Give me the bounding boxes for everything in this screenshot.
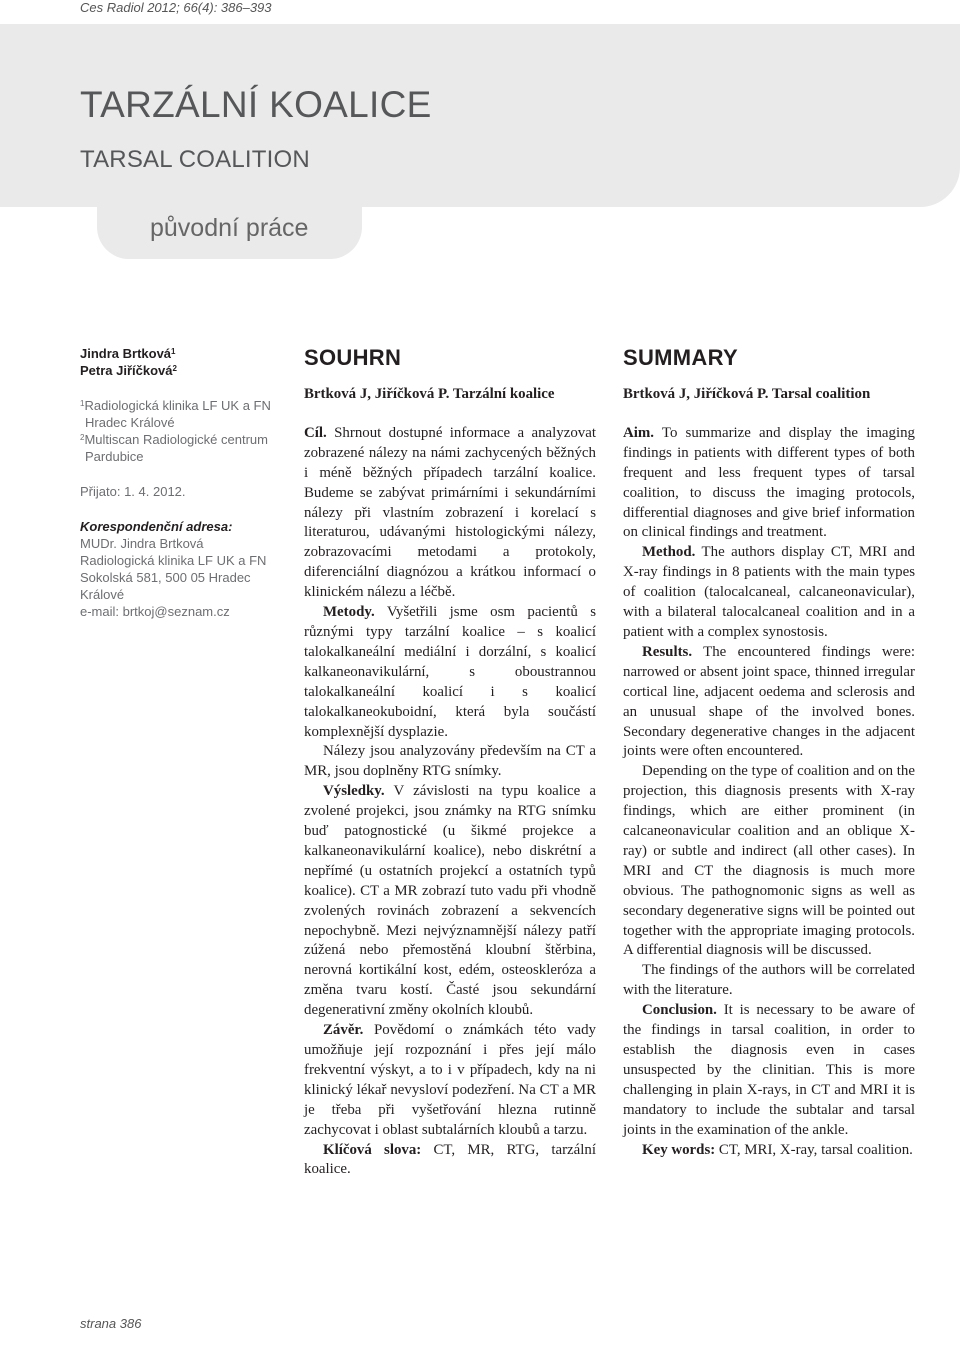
- souhrn-metody-label: Metody.: [323, 604, 375, 621]
- summary-citation: Brtková J, Jiříčková P. Tarsal coalition: [623, 386, 871, 402]
- summary-method-paragraph: [623, 543, 915, 643]
- affiliation-1-marker: 1: [80, 399, 85, 408]
- souhrn-keywords-label: Klíčová slova:: [323, 1141, 422, 1158]
- souhrn-zaver-paragraph: [304, 1021, 596, 1140]
- souhrn-zaver-label: Závěr.: [323, 1022, 364, 1039]
- souhrn-vysledky-paragraph: [304, 782, 596, 1021]
- souhrn-metody-paragraph: [304, 603, 596, 742]
- summary-aim-label: Aim.: [623, 424, 655, 441]
- summary-column: [623, 345, 915, 1160]
- summary-method-label: Method.: [642, 544, 696, 561]
- affiliation-2-marker: 2: [80, 433, 85, 442]
- received-date: Přijato: 1. 4. 2012.: [80, 484, 186, 499]
- summary-results-label: Results.: [642, 643, 693, 660]
- summary-results-text: The encountered findings were: narrowed or absent joint space, thinned irregular cortical line, adjacent oedema and sclerosis and an unusual shape of the involved bones. Secondary degenerative changes in the adjacent joints were often encountered.: [623, 643, 915, 760]
- journal-reference: Ces Radiol 2012; 66(4): 386–393: [80, 0, 272, 15]
- author-sidebar: [80, 345, 280, 620]
- summary-depending-paragraph: Depending on the type of coalition and on the projection, this diagnosis presents with X-ray findings, which are either prominent (in calcaneonavicular coalition and an oblique X-ray) or subtle and indirect (all other cases). In MRI and CT the diagnosis is much more obvious. The pathognomonic signs as well as secondary degenerative signs will be pointed out together with the appropriate imaging protocols. A differential diagnosis will be discussed.: [623, 763, 915, 959]
- souhrn-cil-text: Shrnout dostupné informace a analyzovat zobrazené nálezy na námi zachycených běžných i méně běžných případech tarzální koalice. Budeme se zabývat primárními i sekundárními nálezy při vlastním zobrazení i korelací s literaturou, udávanými histologickými nálezy, zobrazovacími metodami a protokoly, diferenciální diagnózou a krátkou informací o klinickém nálezu a léčbě.: [304, 424, 596, 601]
- souhrn-vysledky-label: Výsledky.: [323, 783, 385, 800]
- souhrn-vysledky-text: V závislosti na typu koalice a zvolené projekci, jsou známky na RTG snímku buď patognostické (u šikmé projekce a kalkaneonavikulární koalice), nebo diskrétní a nepřímé (u ostatních projekcí a ostatních typů koalice). CT a MR zobrazí tuto vadu při vhodně zvolených rovinách zobrazení a sekvencích nepochybně. Mezi nejvýznamnější nálezy patří zúžená nebo přemostěná kloubní štěrbina, nerovná kortikální kost, edém, osteoskleróza a změna tvaru kostí. Časté jsou sekundární degenerativní změny okolních kloubů.: [304, 783, 596, 1019]
- souhrn-nalezy-paragraph: Nálezy jsou analyzovány především na CT a MR, jsou doplněny RTG snímky.: [304, 743, 596, 780]
- souhrn-cil-label: Cíl.: [304, 424, 327, 441]
- souhrn-heading: SOUHRN: [304, 345, 402, 370]
- summary-conclusion-paragraph: [623, 1001, 915, 1140]
- affiliation-2: [80, 431, 280, 465]
- page-number: strana 386: [80, 1316, 142, 1331]
- correspondence-email[interactable]: e-mail: brtkoj@seznam.cz: [80, 604, 230, 619]
- souhrn-column: [304, 345, 596, 1180]
- souhrn-cil-paragraph: [304, 424, 596, 603]
- correspondence-heading: Korespondenční adresa:: [80, 519, 233, 534]
- author-list: [80, 345, 280, 379]
- author-1-affil-marker: 1: [171, 347, 176, 356]
- souhrn-keywords-text: CT, MR, RTG, tarzální koalice.: [304, 1141, 596, 1178]
- summary-results-paragraph: [623, 643, 915, 762]
- summary-keywords-label: Key words:: [642, 1141, 716, 1158]
- article-type-label: původní práce: [150, 214, 309, 242]
- summary-keywords-text: CT, MRI, X-ray, tarsal coalition.: [715, 1141, 913, 1158]
- summary-keywords-paragraph: [623, 1141, 915, 1161]
- summary-conclusion-text: It is necessary to be aware of the findings in tarsal coalition, in order to establish the diagnosis even in cases unsuspected by the clinitian. This is more challenging in plain X-rays, in CT and MRI it is mandatory to include the subtalar and tarsal joints in the examination of the ankle.: [623, 1002, 915, 1138]
- summary-findings-paragraph: The findings of the authors will be correlated with the literature.: [623, 962, 915, 999]
- article-title-english: TARSAL COALITION: [80, 146, 310, 173]
- summary-aim-text: To summarize and display the imaging findings in patients with different types of both frequent and less frequent types of tarsal coalition, to discuss the imaging protocols, differential diagnoses and give brief information on clinical findings and treatment.: [623, 424, 915, 541]
- author-2-affil-marker: 2: [172, 364, 177, 373]
- summary-conclusion-label: Conclusion.: [642, 1002, 717, 1019]
- affiliations: [80, 397, 280, 465]
- souhrn-citation: Brtková J, Jiříčková P. Tarzální koalice: [304, 386, 555, 402]
- summary-heading: SUMMARY: [623, 345, 738, 370]
- summary-method-text: The authors display CT, MRI and X-ray findings in 8 patients with the main types of coalition (talocalcaneal, calcaneonavicular), with a bilateral talocalcaneal coalition and in a patient with a complex synostosis.: [623, 544, 915, 640]
- correspondence-street: Sokolská 581, 500 05 Hradec Králové: [80, 570, 251, 602]
- article-title-czech: TARZÁLNÍ KOALICE: [80, 84, 432, 125]
- correspondence-department: Radiologická klinika LF UK a FN: [80, 553, 267, 568]
- affiliation-1: [80, 397, 280, 431]
- souhrn-metody-text: Vyšetřili jsme osm pacientů s různými typy tarzální koalice – s koalicí talokalkaneální mediální i dorzální, s koalicí kalkaneonavikulární, s oboustrannou talokalkaneální koalicí i s koalicí talokalkaneokuboidní, která byla součástí komplexnější dysplazie.: [304, 604, 596, 740]
- summary-aim-paragraph: [623, 424, 915, 543]
- correspondence-name: MUDr. Jindra Brtková: [80, 536, 204, 551]
- author-1: [80, 345, 280, 362]
- souhrn-keywords-paragraph: [304, 1141, 596, 1181]
- author-2-name: Petra Jiříčková: [80, 363, 173, 378]
- souhrn-zaver-text: Povědomí o známkách této vady umožňuje její rozpoznání i přes její málo frekventní výskyt, a to i v případech, kdy na ni klinický lékař nevysloví podezření. Na CT a MR je třeba při vyšetřování hlezna rutinně zachycovat i oblast subtalárních kloubů a tarzu.: [304, 1022, 596, 1138]
- affiliation-1-text: Radiologická klinika LF UK a FN Hradec Králové: [84, 398, 271, 430]
- author-2: [80, 362, 280, 379]
- affiliation-2-text: Multiscan Radiologické centrum Pardubice: [84, 432, 268, 464]
- author-1-name: Jindra Brtková: [80, 346, 172, 361]
